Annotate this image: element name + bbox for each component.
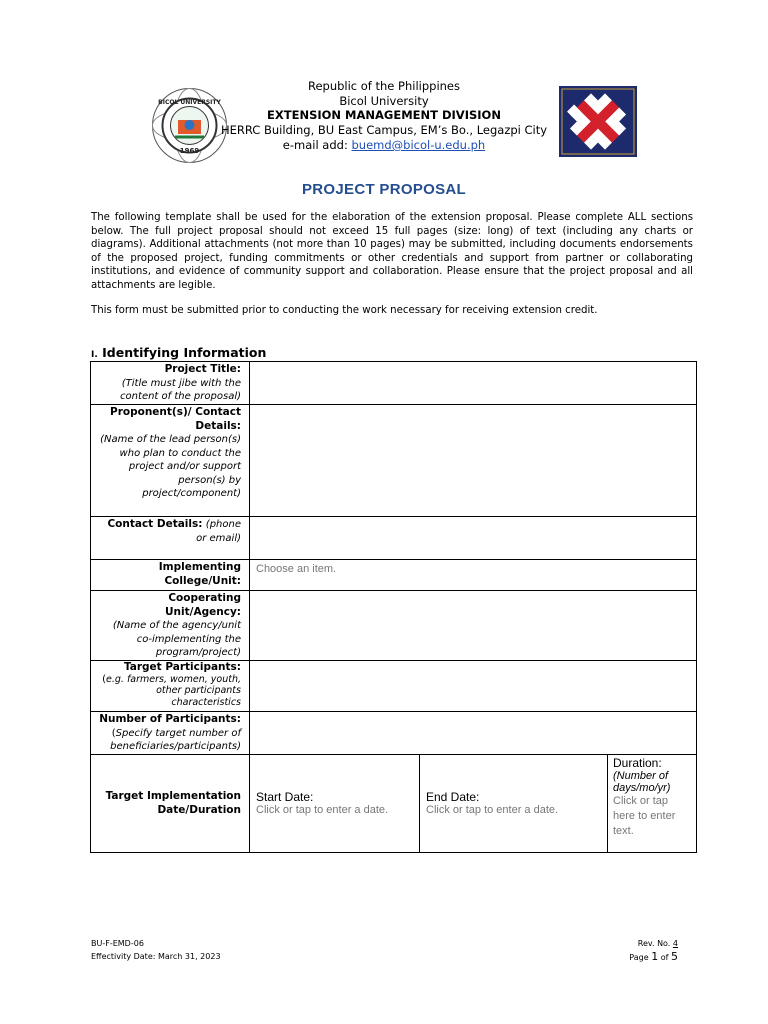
- header-email-line: [0, 138, 768, 153]
- hint-project-title: (Title must jibe with the content of the proposal): [120, 377, 241, 402]
- hint-num-participants: Specify target number of beneficiaries/participants): [110, 727, 241, 752]
- header-address: HERRC Building, BU East Campus, EM’s Bo., Legazpi City: [220, 123, 548, 137]
- label-proponents: Proponent(s)/ Contact Details:: [110, 406, 241, 432]
- section-title: Identifying Information: [102, 345, 267, 360]
- start-date-cell[interactable]: [250, 754, 420, 852]
- hint-proponents: (Name of the lead person(s) who plan to conduct the project and/or support person(s) by project/component): [100, 434, 241, 499]
- header-division: EXTENSION MANAGEMENT DIVISION: [267, 108, 501, 122]
- label-implementation: Target Implementation Date/Duration: [105, 790, 241, 816]
- row-target-participants: Target Participants: (e.g. farmers, women, youth, other participants characteristics: [91, 661, 697, 712]
- seal-text: BICOL UNIVERSITY: [158, 99, 221, 106]
- duration-hint: (Number of days/mo/yr): [613, 769, 671, 794]
- form-note: This form must be submitted prior to conducting the work necessary for receiving extension credit.: [91, 305, 598, 316]
- label-cooperating: Cooperating Unit/Agency:: [165, 592, 241, 618]
- identifying-information-table: [90, 361, 697, 853]
- email-label: e-mail add:: [282, 138, 352, 152]
- footer-right: [629, 937, 678, 964]
- input-target-participants[interactable]: [250, 661, 697, 712]
- label-target-participants: Target Participants:: [123, 661, 241, 673]
- label-project-title: Project Title:: [164, 363, 241, 375]
- seal-year: 1969: [179, 147, 200, 155]
- row-contact: [91, 517, 697, 560]
- end-date-cell[interactable]: [420, 754, 608, 852]
- input-proponents[interactable]: [250, 405, 697, 517]
- duration-cell[interactable]: [608, 754, 697, 852]
- intro-paragraph: The following template shall be used for the elaboration of the extension proposal. Please complete ALL sections below. The full project proposal should not exceed 15 full pages (size: long) of text (including any charts or diagrams). Additional attachments (not more than 10 pages) may be submitted, including documents endorsements of the proposed project, funding commitments or other credentials and support from partner or collaborating institutions, and evidence of community support and collaboration. Please ensure that the project proposal and all attachments are legible.: [91, 212, 693, 291]
- email-link[interactable]: buemd@bicol-u.edu.ph: [351, 138, 486, 152]
- start-date-label: Start Date:: [256, 790, 314, 804]
- input-contact[interactable]: [250, 517, 697, 560]
- row-project-title: [91, 362, 697, 405]
- start-date-picker[interactable]: Click or tap to enter a date.: [256, 804, 389, 816]
- hint-contact: (phone or email): [196, 519, 241, 544]
- label-contact: Contact Details:: [107, 518, 203, 530]
- input-cooperating[interactable]: [250, 591, 697, 661]
- input-project-title[interactable]: [250, 362, 697, 405]
- label-college: Implementing College/Unit:: [158, 561, 241, 587]
- row-proponents: [91, 405, 697, 517]
- section-heading: [91, 345, 266, 360]
- hint-target-participants: e.g. farmers, women, youth, other participants characteristics: [106, 673, 241, 708]
- end-date-picker[interactable]: Click or tap to enter a date.: [426, 804, 559, 816]
- page-number: Page 1 of 5: [629, 950, 678, 963]
- duration-input[interactable]: Click or tap here to enter text.: [613, 794, 676, 837]
- end-date-label: End Date:: [426, 790, 480, 804]
- header-university: Bicol University: [339, 94, 429, 108]
- footer-left: [91, 937, 221, 963]
- input-num-participants[interactable]: [250, 712, 697, 755]
- revision-number: 4: [672, 939, 678, 948]
- effectivity-date: Effectivity Date: March 31, 2023: [91, 952, 221, 961]
- section-number: I.: [91, 350, 98, 360]
- page-title: PROJECT PROPOSAL: [302, 181, 466, 198]
- form-code: BU-F-EMD-06: [91, 939, 144, 948]
- row-implementation: [91, 754, 697, 852]
- label-num-participants: Number of Participants:: [99, 713, 241, 725]
- hint-cooperating: (Name of the agency/unit co-implementing the program/project): [112, 620, 241, 658]
- college-dropdown[interactable]: Choose an item.: [250, 560, 697, 591]
- row-num-participants: Number of Participants: (Specify target number of beneficiaries/participants): [91, 712, 697, 755]
- row-college: [91, 560, 697, 591]
- duration-label: Duration:: [613, 755, 662, 770]
- header-republic: Republic of the Philippines: [307, 79, 461, 93]
- revision: Rev. No. 4: [637, 939, 678, 948]
- row-cooperating: [91, 591, 697, 661]
